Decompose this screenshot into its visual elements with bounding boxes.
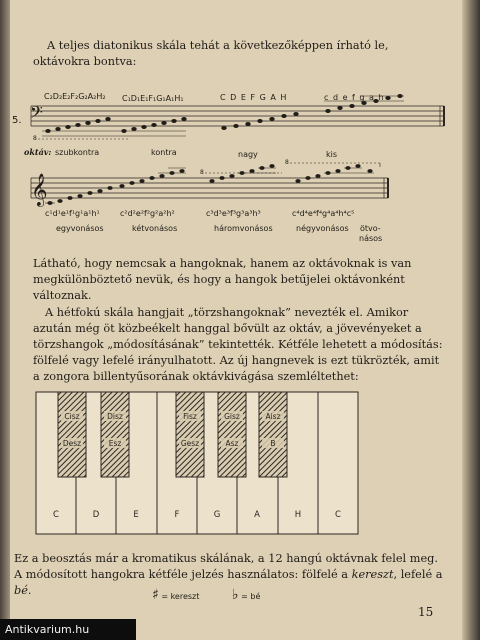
black-key-gisz — [218, 392, 246, 477]
black-key-lower-label: Esz — [108, 439, 122, 448]
octave-negyvonasos: négyvonásos — [296, 224, 349, 233]
piano-keyboard — [36, 392, 358, 534]
octave-otvonasos-2: násos — [359, 234, 383, 243]
octave-kis: kis — [326, 150, 338, 159]
flat-legend — [232, 587, 260, 603]
flat-label: = bé — [241, 592, 261, 601]
black-key-upper-label: Gisz — [224, 412, 240, 421]
white-key-label: C — [53, 510, 59, 520]
black-key-aisz — [259, 392, 287, 477]
octave-szubkontra: szubkontra — [55, 148, 100, 157]
note-names-egyvonasos: c¹d¹e¹f¹g¹a¹h¹ — [45, 209, 100, 218]
note-names-nagy: C D E F G A H — [220, 93, 287, 102]
note-names-kis: c d e f g a h — [324, 93, 384, 102]
bottom-line-3: bé. — [14, 584, 32, 598]
bass-clef-icon: 𝄢 — [30, 102, 43, 126]
paragraph-2: A hétfokú skála hangjait „törzshangoknak” nevezték el. Amikor azután még öt közbeékelt hanggal bővült az oktáv, a jövevényeket a törzshangok „módosításának” tekintették. Kétféle lehetett a módosítás: fölfelé vagy lefelé irányulhatott. Az új hangnevek is ezt tükrözték, amit a zongora billentyűsorának oktávkivágása szemléltethet: — [33, 305, 443, 384]
black-key-upper-label: Aisz — [265, 412, 281, 421]
note-names-ketvonasos: c²d²e²f²g²a²h² — [120, 209, 175, 218]
note-names-szubkontra: C₂D₂E₂F₂G₂A₂H₂ — [44, 92, 106, 101]
note-names-kontra: C₁D₁E₁F₁G₁A₁H₁ — [122, 94, 184, 103]
octave-nagy: nagy — [238, 150, 258, 159]
black-key-disz — [101, 392, 129, 477]
intro-text: A teljes diatonikus skála tehát a következőképpen írható le, oktávokra bontva: — [33, 39, 389, 69]
bottom-line-1: Ez a beosztás már a kromatikus skálának, a 12 hangú oktávnak felel meg. — [14, 552, 438, 565]
white-key-label: D — [92, 510, 100, 520]
treble-clef-icon: 𝄞 — [31, 173, 48, 206]
black-key-lower-label: Gesz — [180, 439, 200, 448]
black-key-lower-label: Desz — [62, 439, 82, 448]
bass-staff — [31, 106, 444, 126]
black-key-fisz — [176, 392, 204, 477]
white-key-label: E — [133, 510, 139, 520]
black-key-lower-label: B — [270, 439, 276, 448]
page-number: 15 — [418, 605, 434, 619]
octave-kontra: kontra — [151, 148, 177, 157]
black-key-cisz — [58, 392, 86, 477]
ottava-mark-bass: 8 — [33, 135, 37, 142]
kereszt-emphasis: kereszt — [351, 568, 394, 582]
octave-haromvonasos: háromvonásos — [214, 224, 273, 233]
white-key-label: G — [213, 510, 221, 520]
note-names-negyvonasos: c⁴d⁴e⁴f⁴g⁴a⁴h⁴c⁵ — [292, 209, 355, 218]
sharp-icon: ♯ — [152, 587, 159, 603]
white-key-label: A — [254, 510, 260, 520]
black-key-upper-label: Disz — [107, 412, 123, 421]
octave-otvonasos-1: ötvo- — [360, 224, 381, 233]
black-key-lower-label: Asz — [225, 439, 239, 448]
octave-egyvonasos: egyvonásos — [56, 224, 104, 233]
treble-notes — [47, 164, 372, 205]
ottava-mark-treble-2: 8 — [200, 169, 204, 176]
note-names-haromvonasos: c³d³e³f³g³a³h³ — [206, 209, 261, 218]
white-key-label: C — [335, 510, 341, 520]
paragraph-1: Látható, hogy nemcsak a hangoknak, hanem az oktávoknak is van megkülönböztető nevük, és hogy a hangok betűjelei oktávonként változnak. — [33, 257, 412, 303]
octave-ketvonasos: kétvonásos — [132, 224, 178, 233]
sharp-label: = kereszt — [161, 592, 200, 601]
black-key-upper-label: Fisz — [183, 412, 197, 421]
white-key-label: F — [174, 510, 180, 520]
white-key-label: H — [294, 510, 302, 520]
bottom-line-2: A módosított hangokra kétféle jelzés használatos: fölfelé a kereszt, lefelé a — [14, 568, 443, 582]
figure-number: 5. — [12, 115, 22, 126]
ottava-mark-treble-1: 8 — [285, 159, 289, 166]
watermark: Antikvarium.hu — [0, 619, 136, 640]
body-paragraph — [33, 256, 443, 386]
oktav-label: oktáv: — [24, 147, 52, 157]
flat-icon: ♭ — [232, 587, 239, 603]
sharp-legend — [152, 587, 199, 603]
black-key-upper-label: Cisz — [64, 412, 80, 421]
